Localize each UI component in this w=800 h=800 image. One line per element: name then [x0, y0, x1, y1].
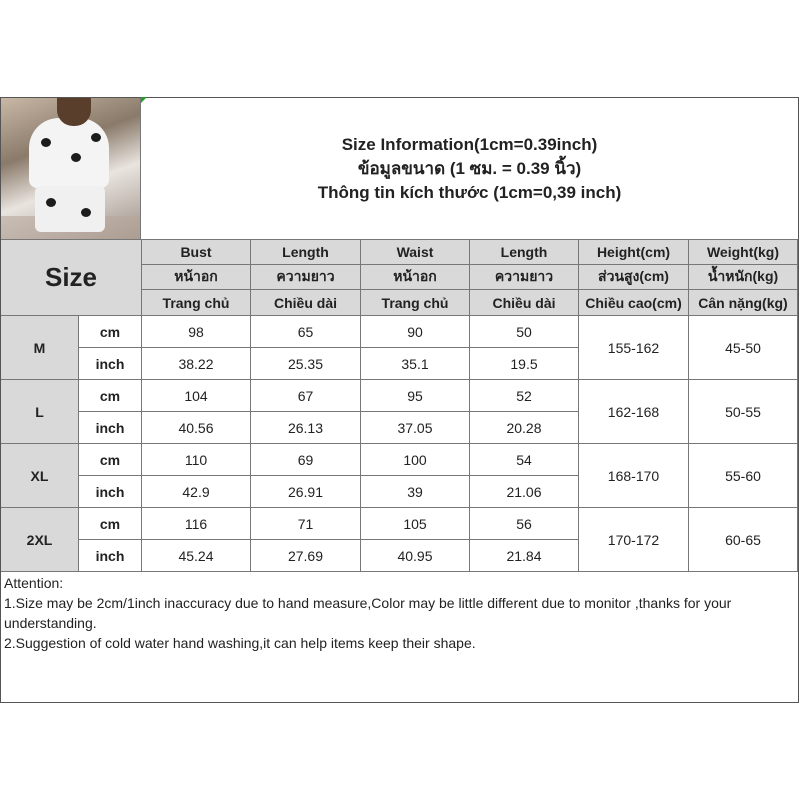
size-header: Size [1, 240, 142, 316]
title-block [141, 98, 798, 240]
size-chart [0, 97, 799, 703]
measurement-inch: 38.22 [142, 348, 251, 380]
measurement-inch: 19.5 [470, 348, 579, 380]
height-range: 155-162 [579, 316, 689, 380]
weight-range: 50-55 [689, 380, 798, 444]
panda-print [41, 138, 51, 147]
measurement-cm: 67 [251, 380, 361, 412]
column-header: Trang chủ [361, 290, 470, 316]
size-name: 2XL [1, 508, 79, 572]
photo-pajama-shorts [35, 186, 105, 232]
title-english: Size Information(1cm=0.39inch) [341, 134, 598, 154]
column-header: ความยาว [251, 265, 361, 290]
unit-label-inch: inch [79, 540, 142, 572]
column-header: Weight(kg) [689, 240, 798, 265]
notes-heading: Attention: [4, 575, 64, 591]
measurement-inch: 35.1 [361, 348, 470, 380]
unit-label-cm: cm [79, 380, 142, 412]
measurement-cm: 95 [361, 380, 470, 412]
column-header: Cân nặng(kg) [689, 290, 798, 316]
title-vietnamese: Thông tin kích thước (1cm=0,39 inch) [317, 182, 622, 202]
measurement-cm: 105 [361, 508, 470, 540]
measurement-inch: 40.95 [361, 540, 470, 572]
measurement-inch: 27.69 [251, 540, 361, 572]
column-header: Trang chủ [142, 290, 251, 316]
column-header: Length [470, 240, 579, 265]
measurement-cm: 65 [251, 316, 361, 348]
measurement-inch: 39 [361, 476, 470, 508]
unit-label-cm: cm [79, 444, 142, 476]
measurement-inch: 26.13 [251, 412, 361, 444]
column-header: Chiều dài [251, 290, 361, 316]
product-photo [1, 98, 141, 240]
size-name: M [1, 316, 79, 380]
measurement-cm: 110 [142, 444, 251, 476]
panda-print [81, 208, 91, 217]
size-name: XL [1, 444, 79, 508]
measurement-cm: 54 [470, 444, 579, 476]
measurement-inch: 42.9 [142, 476, 251, 508]
measurement-cm: 69 [251, 444, 361, 476]
measurement-inch: 25.35 [251, 348, 361, 380]
unit-label-inch: inch [79, 348, 142, 380]
note-item: 1.Size may be 2cm/1inch inaccuracy due to hand measure,Color may be little different due to monitor ,thanks for your understanding. [4, 595, 732, 631]
panda-print [46, 198, 56, 207]
measurement-inch: 37.05 [361, 412, 470, 444]
column-header: Height(cm) [579, 240, 689, 265]
title-thai: ข้อมูลขนาด (1 ซม. = 0.39 นิ้ว) [357, 158, 582, 178]
measurement-cm: 52 [470, 380, 579, 412]
measurement-cm: 56 [470, 508, 579, 540]
size-name: L [1, 380, 79, 444]
measurement-cm: 104 [142, 380, 251, 412]
unit-label-inch: inch [79, 476, 142, 508]
measurement-cm: 71 [251, 508, 361, 540]
column-header: Length [251, 240, 361, 265]
weight-range: 55-60 [689, 444, 798, 508]
measurement-inch: 21.06 [470, 476, 579, 508]
panda-print [91, 133, 101, 142]
measurement-inch: 26.91 [251, 476, 361, 508]
column-header: ส่วนสูง(cm) [579, 265, 689, 290]
photo-pajama-top [29, 118, 109, 188]
measurement-inch: 45.24 [142, 540, 251, 572]
measurement-cm: 98 [142, 316, 251, 348]
measurement-cm: 116 [142, 508, 251, 540]
weight-range: 45-50 [689, 316, 798, 380]
unit-label-cm: cm [79, 316, 142, 348]
column-header: Chiều cao(cm) [579, 290, 689, 316]
unit-label-cm: cm [79, 508, 142, 540]
column-header: Waist [361, 240, 470, 265]
measurement-cm: 100 [361, 444, 470, 476]
height-range: 170-172 [579, 508, 689, 572]
height-range: 162-168 [579, 380, 689, 444]
column-header: น้ำหนัก(kg) [689, 265, 798, 290]
panda-print [71, 153, 81, 162]
measurement-inch: 20.28 [470, 412, 579, 444]
column-header: ความยาว [470, 265, 579, 290]
measurement-cm: 50 [470, 316, 579, 348]
attention-notes [1, 573, 798, 701]
column-header: หน้าอก [361, 265, 470, 290]
measurement-cm: 90 [361, 316, 470, 348]
measurement-inch: 21.84 [470, 540, 579, 572]
column-header: Chiều dài [470, 290, 579, 316]
column-header: หน้าอก [142, 265, 251, 290]
weight-range: 60-65 [689, 508, 798, 572]
column-header: Bust [142, 240, 251, 265]
height-range: 168-170 [579, 444, 689, 508]
measurement-inch: 40.56 [142, 412, 251, 444]
note-item: 2.Suggestion of cold water hand washing,it can help items keep their shape. [4, 635, 476, 651]
unit-label-inch: inch [79, 412, 142, 444]
